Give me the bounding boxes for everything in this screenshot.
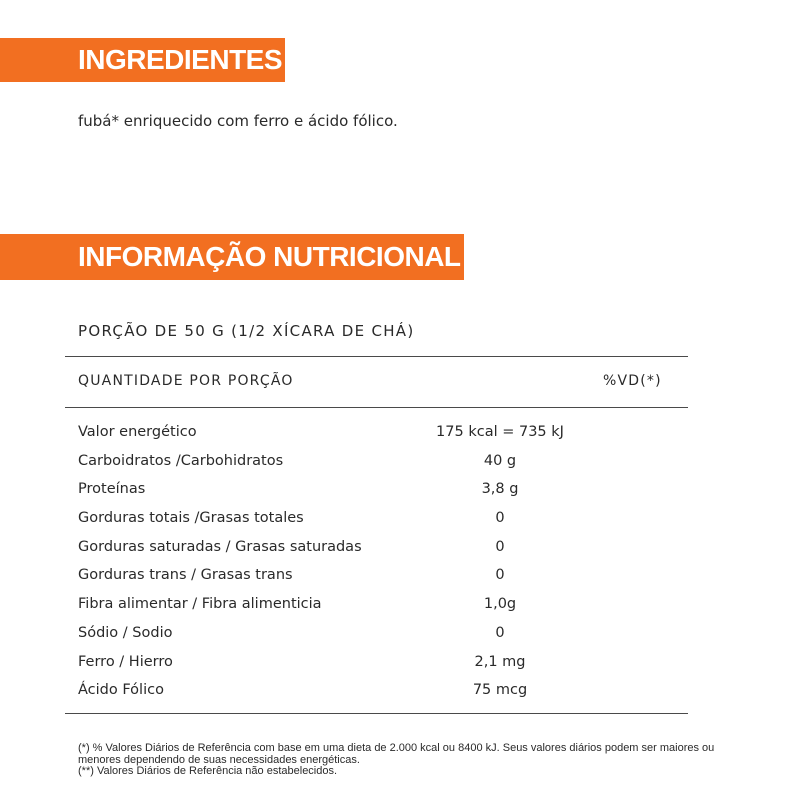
nutrient-name: Valor energético bbox=[78, 424, 197, 440]
table-divider-header bbox=[65, 407, 688, 408]
table-divider-bottom bbox=[65, 713, 688, 714]
footnote-daily-values: (*) % Valores Diários de Referência com base em uma dieta de 2.000 kcal ou 8400 kJ. Seus valores diários podem ser maiores ou menores dependendo de suas necessidades energéticas. bbox=[78, 742, 718, 766]
table-row bbox=[0, 535, 800, 564]
table-row bbox=[0, 621, 800, 650]
nutrient-name: Gorduras totais /Grasas totales bbox=[78, 510, 304, 527]
nutrient-value: 175 kcal = 735 kJ bbox=[436, 424, 564, 440]
table-row bbox=[0, 506, 800, 535]
nutrient-name: Ácido Fólico bbox=[78, 682, 164, 699]
ingredients-title: INGREDIENTES bbox=[78, 44, 283, 75]
table-row bbox=[0, 563, 800, 592]
nutrient-name: Proteínas bbox=[78, 481, 146, 498]
portion-size: PORÇÃO DE 50 G (1/2 XÍCARA DE CHÁ) bbox=[78, 322, 415, 340]
nutrient-value: 3,8 g bbox=[481, 481, 519, 498]
table-row bbox=[0, 449, 800, 478]
nutrient-value: 0 bbox=[495, 567, 505, 584]
header-vd: %VD(*) bbox=[603, 373, 662, 389]
table-row bbox=[0, 678, 800, 707]
nutrient-name: Sódio / Sodio bbox=[78, 624, 173, 641]
header-quantity: QUANTIDADE POR PORÇÃO bbox=[78, 373, 294, 389]
table-row bbox=[0, 420, 800, 449]
nutrient-name: Ferro / Hierro bbox=[78, 653, 173, 670]
nutrient-value: 2,1 mg bbox=[474, 653, 526, 670]
table-row bbox=[0, 650, 800, 679]
nutrient-value: 1,0g bbox=[483, 596, 517, 613]
nutrient-name: Carboidratos /Carbohidratos bbox=[78, 452, 284, 469]
nutrient-name: Gorduras saturadas / Grasas saturadas bbox=[78, 538, 362, 555]
table-row bbox=[0, 592, 800, 621]
table-row bbox=[0, 477, 800, 506]
nutrient-value: 0 bbox=[495, 624, 505, 641]
nutrient-value: 0 bbox=[495, 538, 505, 555]
footnotes bbox=[78, 743, 718, 778]
nutrition-title: INFORMAÇÃO NUTRICIONAL bbox=[78, 241, 461, 272]
ingredients-text: fubá* enriquecido com ferro e ácido fólico. bbox=[78, 112, 398, 130]
ingredients-banner bbox=[0, 38, 285, 82]
footnote-not-established: (**) Valores Diários de Referência não estabelecidos. bbox=[78, 765, 338, 777]
nutrient-value: 0 bbox=[495, 510, 505, 527]
nutrient-value: 40 g bbox=[483, 452, 517, 469]
nutrient-name: Fibra alimentar / Fibra alimenticia bbox=[78, 596, 322, 613]
nutrient-name: Gorduras trans / Grasas trans bbox=[78, 567, 293, 584]
nutrition-table bbox=[0, 420, 800, 707]
nutrient-value: 75 mcg bbox=[472, 682, 528, 699]
table-divider-top bbox=[65, 356, 688, 357]
nutrition-banner bbox=[0, 234, 464, 280]
